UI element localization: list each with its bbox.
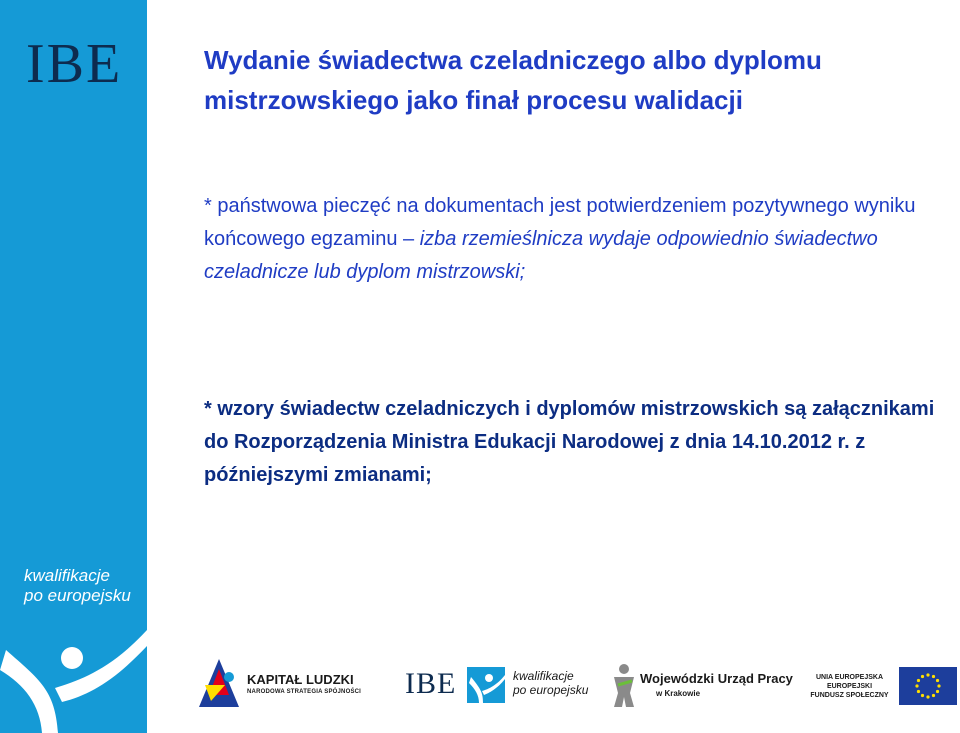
- ibe-logo: IBE: [26, 33, 123, 95]
- kwalifikacje-tagline: [24, 566, 131, 606]
- ue-line-3: FUNDUSZ SPOŁECZNY: [810, 692, 889, 699]
- ue-line-1: UNIA EUROPEJSKA: [815, 674, 884, 681]
- wup-logo: [610, 655, 800, 715]
- eu-logo: [807, 655, 960, 715]
- wup-subtitle: w Krakowie: [656, 689, 701, 698]
- ibe-figure-icon: [467, 667, 505, 703]
- eu-star-icon: [926, 695, 929, 698]
- eu-flag-icon: [899, 667, 957, 705]
- eu-star-icon: [937, 684, 940, 687]
- partner-logos-footer: [195, 655, 960, 715]
- person-figure-icon: [0, 610, 147, 733]
- eu-star-icon: [936, 690, 939, 693]
- eu-star-icon: [932, 694, 935, 697]
- paragraph-seal-italic: izba rzemieślnicza wydaje odpowiednio świadectwo czeladnicze lub dyplom mistrzowski;: [204, 228, 878, 283]
- eu-star-icon: [926, 673, 929, 676]
- tagline-line-2: po europejsku: [24, 586, 131, 605]
- kapital-ludzki-logo: [195, 655, 380, 715]
- wup-figure-icon: [610, 663, 638, 707]
- eu-star-icon: [932, 675, 935, 678]
- kwalifikacje-line-1: kwalifikacje: [513, 669, 574, 683]
- kapital-ludzki-subtitle: NARODOWA STRATEGIA SPÓJNOŚCI: [247, 689, 362, 695]
- title-line-2: mistrzowskiego jako finał procesu walidacji: [204, 85, 743, 115]
- eu-star-icon: [936, 679, 939, 682]
- kapital-ludzki-title: KAPITAŁ LUDZKI: [247, 672, 354, 687]
- ue-text: [807, 673, 892, 700]
- ibe-footer-text: IBE: [405, 667, 457, 700]
- kapital-ludzki-icon: [195, 655, 243, 711]
- kwalifikacje-line-2: po europejsku: [513, 683, 589, 697]
- eu-star-icon: [921, 675, 924, 678]
- slide-title: [204, 40, 944, 120]
- kwalifikacje-footer-text: [513, 669, 588, 697]
- paragraph-seal: [204, 190, 949, 289]
- wup-title: Wojewódzki Urząd Pracy: [640, 671, 793, 686]
- sidebar: [0, 0, 147, 733]
- ue-line-2: EUROPEJSKI: [826, 683, 873, 690]
- title-line-1: Wydanie świadectwa czeladniczego albo dyplomu: [204, 45, 822, 75]
- eu-star-icon: [915, 684, 918, 687]
- eu-star-icon: [917, 690, 920, 693]
- paragraph-seal-normal: * państwowa pieczęć na dokumentach jest potwierdzeniem pozytywnego wyniku końcowego egzaminu –: [204, 195, 916, 250]
- eu-star-icon: [921, 694, 924, 697]
- eu-star-icon: [917, 679, 920, 682]
- paragraph-templates: * wzory świadectw czeladniczych i dyplomów mistrzowskich są załącznikami do Rozporządzenia Ministra Edukacji Narodowej z dnia 14.10.2012 r. z późniejszymi zmianami;: [204, 398, 935, 486]
- ibe-footer-logo: [405, 655, 590, 715]
- tagline-line-1: kwalifikacje: [24, 566, 110, 585]
